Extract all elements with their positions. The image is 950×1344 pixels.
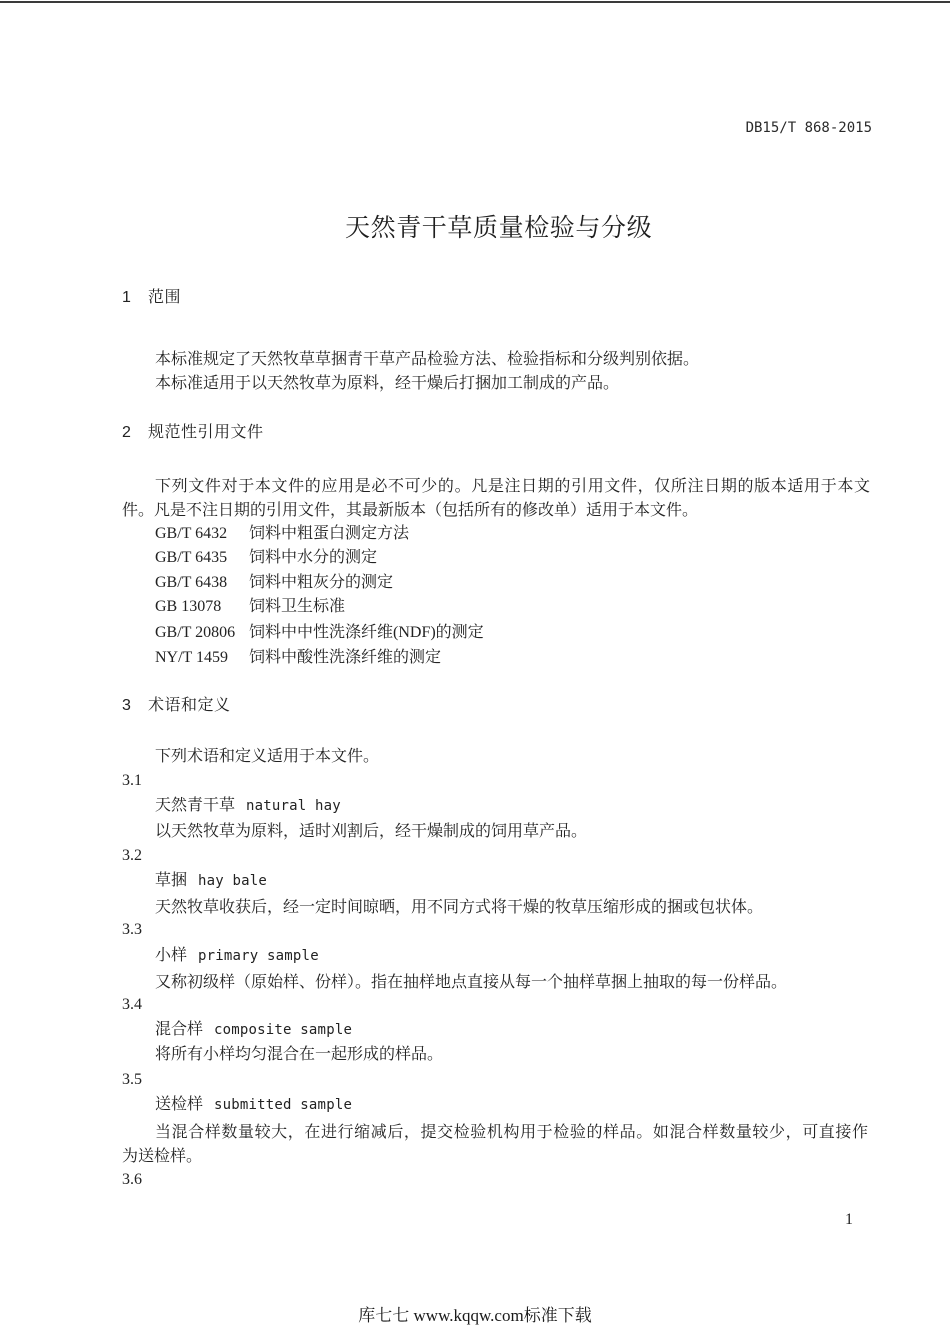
term-english: composite sample xyxy=(214,1022,353,1038)
page-number: 1 xyxy=(845,1211,853,1228)
term-line xyxy=(155,1020,352,1040)
term-definition: 天然牧草收获后，经一定时间晾晒，用不同方式将干燥的牧草压缩形成的捆或包状体。 xyxy=(155,899,764,916)
term-name: 天然青干草 xyxy=(155,797,236,814)
reference-name: 饲料中粗蛋白测定方法 xyxy=(249,525,410,542)
section-title: 范围 xyxy=(148,289,182,306)
term-english: primary sample xyxy=(198,948,319,964)
reference-name: 饲料中酸性洗涤纤维的测定 xyxy=(249,649,442,666)
reference-name: 饲料中粗灰分的测定 xyxy=(249,574,394,591)
term-name: 小样 xyxy=(155,947,188,964)
reference-name: 饲料中中性洗涤纤维(NDF)的测定 xyxy=(249,624,484,641)
reference-code: GB 13078 xyxy=(155,598,222,615)
section-title: 规范性引用文件 xyxy=(148,424,264,441)
term-number: 3.4 xyxy=(122,996,142,1013)
section-number: 1 xyxy=(122,289,131,306)
term-line xyxy=(155,1095,352,1115)
reference-code: GB/T 6432 xyxy=(155,525,228,542)
term-line xyxy=(155,796,341,816)
reference-code: NY/T 1459 xyxy=(155,649,229,666)
reference-code: GB/T 6438 xyxy=(155,574,228,591)
reference-item xyxy=(155,524,409,544)
standard-code: DB15/T 868-2015 xyxy=(745,120,872,136)
term-definition: 当混合样数量较大，在进行缩减后，提交检验机构用于检验的样品。如混合样数量较少，可直接作 xyxy=(155,1124,868,1141)
document-title: 天然青干草质量检验与分级 xyxy=(345,214,653,242)
paragraph: 本标准规定了天然牧草草捆青干草产品检验方法、检验指标和分级判别依据。 xyxy=(155,351,700,368)
reference-name: 饲料卫生标准 xyxy=(249,598,346,615)
paragraph: 下列术语和定义适用于本文件。 xyxy=(155,748,380,765)
paragraph-line: 下列文件对于本文件的应用是必不可少的。凡是注日期的引用文件，仅所注日期的版本适用于本文 xyxy=(155,478,870,495)
term-definition: 将所有小样均匀混合在一起形成的样品。 xyxy=(155,1046,444,1063)
term-english: natural hay xyxy=(246,798,341,814)
section-heading-references xyxy=(122,423,264,443)
term-definition: 又称初级样（原始样、份样）。指在抽样地点直接从每一个抽样草捆上抽取的每一份样品。 xyxy=(155,974,788,991)
term-number: 3.3 xyxy=(122,921,142,938)
term-line xyxy=(155,946,319,966)
term-definition: 以天然牧草为原料，适时刈割后，经干燥制成的饲用草产品。 xyxy=(155,823,588,840)
term-number: 3.6 xyxy=(122,1171,142,1188)
footer-watermark: 库七七 www.kqqw.com标准下载 xyxy=(358,1306,592,1325)
paragraph-line: 件。凡是不注日期的引用文件，其最新版本（包括所有的修改单）适用于本文件。 xyxy=(122,502,699,519)
scan-top-border xyxy=(0,1,950,3)
term-name: 混合样 xyxy=(155,1021,204,1038)
term-name: 草捆 xyxy=(155,872,188,889)
term-number: 3.2 xyxy=(122,847,142,864)
section-number: 3 xyxy=(122,697,131,714)
section-heading-scope xyxy=(122,288,181,308)
reference-code: GB/T 20806 xyxy=(155,624,236,641)
term-name: 送检样 xyxy=(155,1096,204,1113)
section-number: 2 xyxy=(122,424,131,441)
reference-item xyxy=(155,648,441,668)
reference-item xyxy=(155,597,345,617)
term-english: submitted sample xyxy=(214,1097,353,1113)
term-definition: 为送检样。 xyxy=(122,1148,203,1165)
section-heading-terms xyxy=(122,696,231,716)
term-line xyxy=(155,871,267,891)
term-number: 3.1 xyxy=(122,772,142,789)
reference-item xyxy=(155,548,377,568)
term-number: 3.5 xyxy=(122,1071,142,1088)
section-title: 术语和定义 xyxy=(148,697,231,714)
term-english: hay bale xyxy=(198,873,268,889)
reference-code: GB/T 6435 xyxy=(155,549,228,566)
paragraph: 本标准适用于以天然牧草为原料，经干燥后打捆加工制成的产品。 xyxy=(155,375,620,392)
reference-item xyxy=(155,623,484,643)
reference-item xyxy=(155,573,393,593)
reference-name: 饲料中水分的测定 xyxy=(249,549,378,566)
